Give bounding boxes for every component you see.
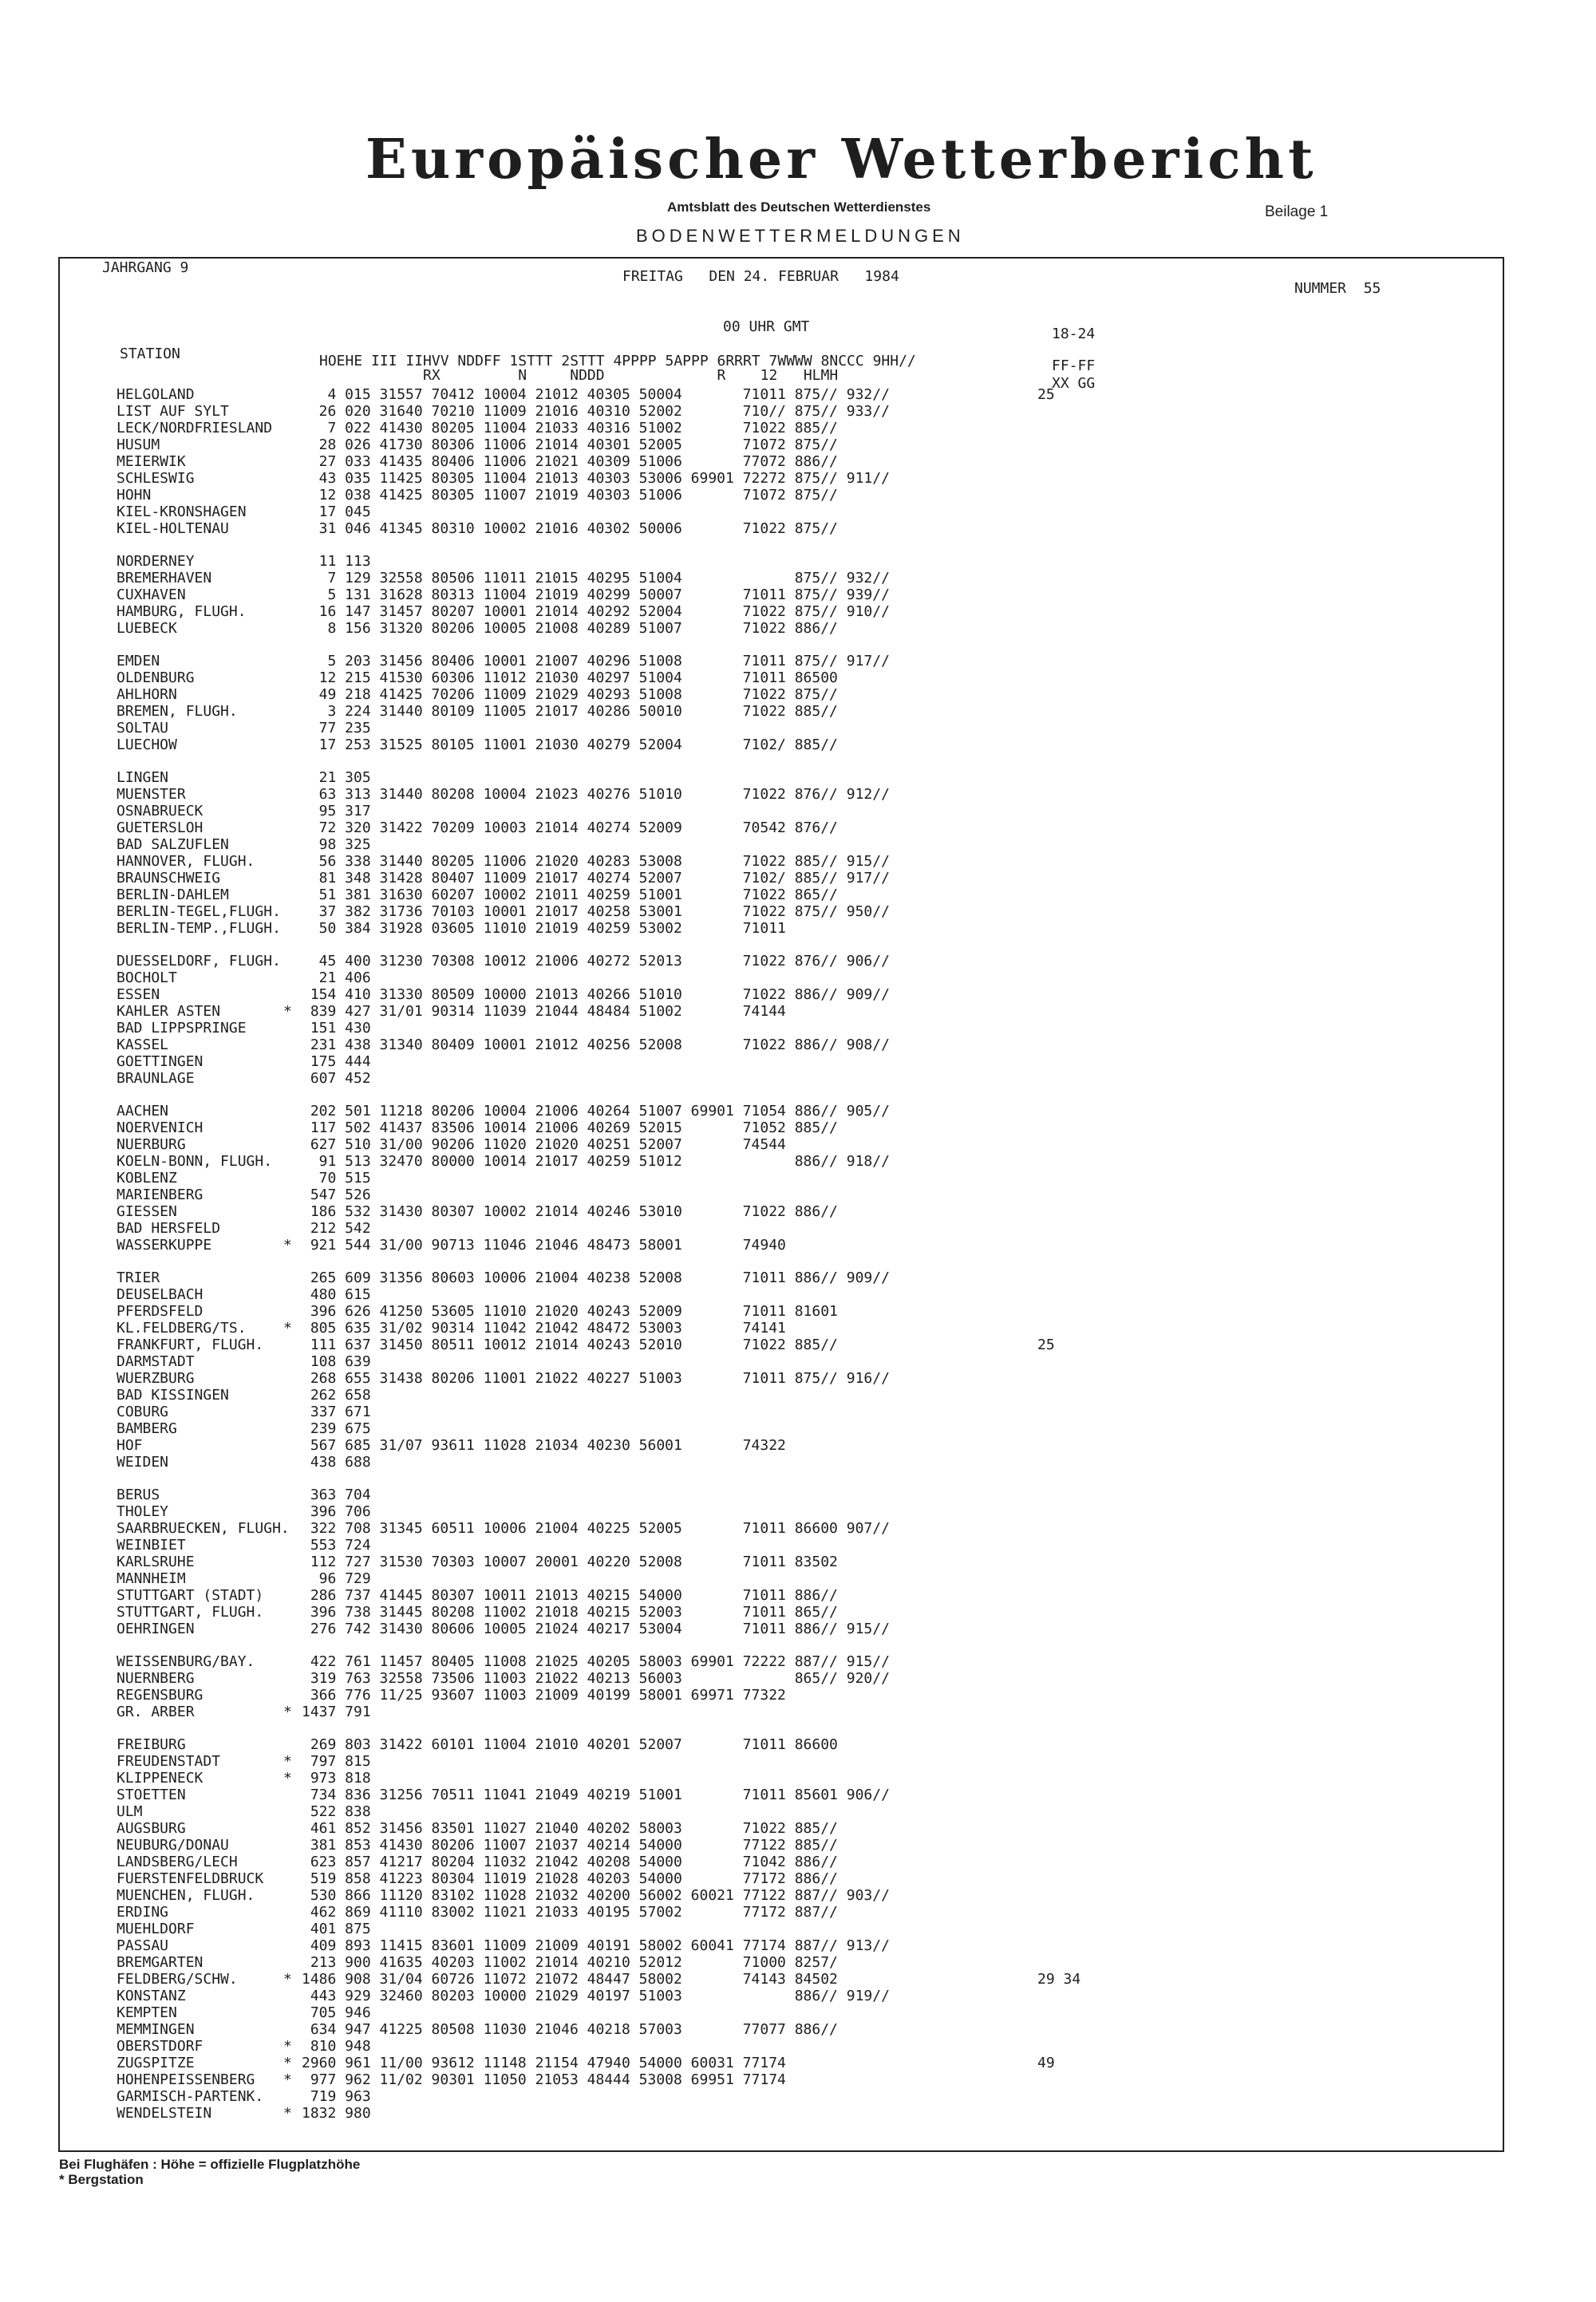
station-data: 175 444 bbox=[302, 1053, 371, 1070]
station-data: 480 615 bbox=[302, 1286, 371, 1303]
station-data: 26 020 31640 70210 11009 21016 40310 52002 710// 875// 933// bbox=[302, 403, 890, 420]
station-name: STUTTGART, FLUGH. bbox=[117, 1604, 264, 1621]
station-name: WENDELSTEIN bbox=[117, 2105, 212, 2122]
station-name: ERDING bbox=[117, 1904, 169, 1921]
max-wind-value: 25 bbox=[1037, 386, 1055, 403]
station-name: WEIDEN bbox=[117, 1454, 169, 1471]
station-data: 977 962 11/02 90301 11050 21053 48444 53008 69951 77174 bbox=[302, 2071, 786, 2088]
station-data: 607 452 bbox=[302, 1070, 371, 1087]
station-data: 4 015 31557 70412 10004 21012 40305 50004 71011 875// 932// bbox=[302, 386, 890, 403]
station-name: BRAUNSCHWEIG bbox=[117, 870, 221, 886]
station-name: AUGSBURG bbox=[117, 1820, 186, 1837]
station-name: BAD KISSINGEN bbox=[117, 1387, 229, 1404]
station-name: GR. ARBER bbox=[117, 1704, 195, 1720]
station-data: 12 215 41530 60306 11012 21030 40297 51004 71011 86500 bbox=[302, 669, 838, 686]
station-data: 705 946 bbox=[302, 2004, 371, 2021]
station-data: 262 658 bbox=[302, 1387, 371, 1404]
station-data: 213 900 41635 40203 11002 21014 40210 52012 71000 8257/ bbox=[302, 1954, 838, 1971]
station-data: 63 313 31440 80208 10004 21023 40276 51010 71022 876// 912// bbox=[302, 786, 890, 803]
station-name: ZUGSPITZE bbox=[117, 2055, 195, 2071]
report-date: FREITAG DEN 24. FEBRUAR 1984 bbox=[622, 268, 899, 285]
station-data: 1832 980 bbox=[302, 2105, 371, 2122]
station-data: 239 675 bbox=[302, 1420, 371, 1437]
station-data: 108 639 bbox=[302, 1353, 371, 1370]
station-name: MEIERWIK bbox=[117, 453, 186, 470]
station-data: 409 893 11415 83601 11009 21009 40191 58002 60041 77174 887// 913// bbox=[302, 1937, 890, 1954]
station-name: BREMGARTEN bbox=[117, 1954, 203, 1971]
station-name: WASSERKUPPE bbox=[117, 1237, 212, 1254]
station-name: NEUBURG/DONAU bbox=[117, 1837, 229, 1854]
station-data: 5 203 31456 80406 10001 21007 40296 51008 71011 875// 917// bbox=[302, 653, 890, 669]
station-data: 95 317 bbox=[302, 803, 371, 819]
station-data: 12 038 41425 80305 11007 21019 40303 51006 71072 875// bbox=[302, 487, 838, 503]
station-name: BAD HERSFELD bbox=[117, 1220, 221, 1237]
station-name: SCHLESWIG bbox=[117, 470, 195, 487]
max-wind-value: 49 bbox=[1037, 2055, 1055, 2071]
station-data: 37 382 31736 70103 10001 21017 40258 53001 71022 875// 950// bbox=[302, 903, 890, 920]
station-name: HOF bbox=[117, 1437, 143, 1454]
station-name: NORDERNEY bbox=[117, 553, 195, 570]
jahrgang: JAHRGANG 9 bbox=[102, 259, 189, 276]
station-name: MEMMINGEN bbox=[117, 2021, 195, 2038]
station-data: 81 348 31428 80407 11009 21017 40274 52007 7102/ 885// 917// bbox=[302, 870, 890, 886]
station-name: BOCHOLT bbox=[117, 969, 177, 986]
station-name: COBURG bbox=[117, 1404, 169, 1420]
station-data: 422 761 11457 80405 11008 21025 40205 58003 69901 72222 887// 915// bbox=[302, 1653, 890, 1670]
station-name: KASSEL bbox=[117, 1036, 169, 1053]
station-name: HANNOVER, FLUGH. bbox=[117, 853, 255, 870]
station-data: 8 156 31320 80206 10005 21008 40289 51007 71022 886// bbox=[302, 620, 838, 637]
station-name: KOELN-BONN, FLUGH. bbox=[117, 1153, 273, 1170]
mountain-station-marker: * bbox=[283, 1237, 292, 1254]
station-name: BREMEN, FLUGH. bbox=[117, 703, 238, 720]
main-title: Europäischer Wetterbericht bbox=[365, 128, 1317, 192]
station-data: 634 947 41225 80508 11030 21046 40218 57003 77077 886// bbox=[302, 2021, 838, 2038]
station-data: 98 325 bbox=[302, 836, 371, 853]
station-name: MARIENBERG bbox=[117, 1187, 203, 1203]
station-name: BERLIN-TEMP.,FLUGH. bbox=[117, 920, 281, 937]
station-data: 117 502 41437 83506 10014 21006 40269 52015 71052 885// bbox=[302, 1119, 838, 1136]
station-name: SAARBRUECKEN, FLUGH. bbox=[117, 1520, 290, 1537]
station-name: STOETTEN bbox=[117, 1787, 186, 1803]
station-data: 366 776 11/25 93607 11003 21009 40199 58001 69971 77322 bbox=[302, 1687, 786, 1704]
station-data: 319 763 32558 73506 11003 21022 40213 56003 865// 920// bbox=[302, 1670, 890, 1687]
station-name: MANNHEIM bbox=[117, 1570, 186, 1587]
station-data: 269 803 31422 60101 11004 21010 40201 52007 71011 86600 bbox=[302, 1736, 838, 1753]
station-header: STATION bbox=[120, 345, 180, 362]
station-data: 202 501 11218 80206 10004 21006 40264 51007 69901 71054 886// 905// bbox=[302, 1103, 890, 1119]
station-name: REGENSBURG bbox=[117, 1687, 203, 1704]
station-name: MUEHLDORF bbox=[117, 1921, 195, 1937]
station-name: KAHLER ASTEN bbox=[117, 1003, 221, 1020]
station-name: KIEL-HOLTENAU bbox=[117, 520, 229, 537]
station-name: OSNABRUECK bbox=[117, 803, 203, 819]
station-name: KOBLENZ bbox=[117, 1170, 177, 1187]
station-data: 276 742 31430 80606 10005 21024 40217 53004 71011 886// 915// bbox=[302, 1621, 890, 1637]
station-data: 11 113 bbox=[302, 553, 371, 570]
mountain-station-marker: * bbox=[283, 1704, 292, 1720]
station-data: 547 526 bbox=[302, 1187, 371, 1203]
station-name: ESSEN bbox=[117, 986, 160, 1003]
station-data: 31 046 41345 80310 10002 21016 40302 50006 71022 875// bbox=[302, 520, 838, 537]
station-name: LECK/NORDFRIESLAND bbox=[117, 420, 273, 436]
station-name: LINGEN bbox=[117, 769, 169, 786]
station-name: BAMBERG bbox=[117, 1420, 177, 1437]
station-data: 96 729 bbox=[302, 1570, 371, 1587]
station-name: KL.FELDBERG/TS. bbox=[117, 1320, 247, 1337]
right-header-3: XX GG bbox=[1052, 375, 1096, 392]
station-data: 3 224 31440 80109 11005 21017 40286 50010 71022 885// bbox=[302, 703, 838, 720]
max-wind-value: 29 34 bbox=[1037, 1971, 1081, 1988]
station-data: 396 706 bbox=[302, 1503, 371, 1520]
station-name: GARMISCH-PARTENK. bbox=[117, 2088, 264, 2105]
station-name: MUENSTER bbox=[117, 786, 186, 803]
station-name: CUXHAVEN bbox=[117, 586, 186, 603]
code-header-2: RX N NDDD R 12 HLMH bbox=[423, 367, 839, 384]
station-data: 810 948 bbox=[302, 2038, 371, 2055]
station-data: 111 637 31450 80511 10012 21014 40243 52010 71022 885// bbox=[302, 1337, 838, 1353]
station-name: FUERSTENFELDBRUCK bbox=[117, 1870, 264, 1887]
mountain-station-marker: * bbox=[283, 1770, 292, 1787]
station-name: AHLHORN bbox=[117, 686, 177, 703]
station-name: PASSAU bbox=[117, 1937, 169, 1954]
station-data: 443 929 32460 80203 10000 21029 40197 51003 886// 919// bbox=[302, 1988, 890, 2004]
station-data: 401 875 bbox=[302, 1921, 371, 1937]
station-data: 70 515 bbox=[302, 1170, 371, 1187]
station-data: 461 852 31456 83501 11027 21040 40202 58003 71022 885// bbox=[302, 1820, 838, 1837]
station-data: 77 235 bbox=[302, 720, 371, 736]
station-data: 322 708 31345 60511 10006 21004 40225 52005 71011 86600 907// bbox=[302, 1520, 890, 1537]
station-name: OBERSTDORF bbox=[117, 2038, 203, 2055]
station-name: WUERZBURG bbox=[117, 1370, 195, 1387]
station-name: HAMBURG, FLUGH. bbox=[117, 603, 247, 620]
station-name: HELGOLAND bbox=[117, 386, 195, 403]
station-name: WEISSENBURG/BAY. bbox=[117, 1653, 255, 1670]
station-data: 186 532 31430 80307 10002 21014 40246 53010 71022 886// bbox=[302, 1203, 838, 1220]
station-data: 805 635 31/02 90314 11042 21042 48472 53003 74141 bbox=[302, 1320, 786, 1337]
code-header-1: HOEHE III IIHVV NDDFF 1STTT 2STTT 4PPPP 5APPP 6RRRT 7WWWW 8NCCC 9HH// bbox=[319, 353, 916, 369]
station-name: STUTTGART (STADT) bbox=[117, 1587, 264, 1604]
station-data: 21 406 bbox=[302, 969, 371, 986]
station-data: 43 035 11425 80305 11004 21013 40303 53006 69901 72272 875// 911// bbox=[302, 470, 890, 487]
station-name: ULM bbox=[117, 1803, 143, 1820]
station-name: HUSUM bbox=[117, 436, 160, 453]
station-name: KARLSRUHE bbox=[117, 1554, 195, 1570]
beilage-label: Beilage 1 bbox=[1265, 203, 1329, 220]
station-data: 627 510 31/00 90206 11020 21020 40251 52007 74544 bbox=[302, 1136, 786, 1153]
subtitle: Amtsblatt des Deutschen Wetterdienstes bbox=[667, 199, 931, 215]
station-name: LUECHOW bbox=[117, 736, 177, 753]
station-name: BRAUNLAGE bbox=[117, 1070, 195, 1087]
station-data: 51 381 31630 60207 10002 21011 40259 51001 71022 865// bbox=[302, 886, 838, 903]
station-name: BAD SALZUFLEN bbox=[117, 836, 229, 853]
station-data: 112 727 31530 70303 10007 20001 40220 52008 71011 83502 bbox=[302, 1554, 838, 1570]
station-name: BAD LIPPSPRINGE bbox=[117, 1020, 247, 1036]
station-name: BREMERHAVEN bbox=[117, 570, 212, 586]
station-name: BERUS bbox=[117, 1487, 160, 1503]
station-name: FRANKFURT, FLUGH. bbox=[117, 1337, 264, 1353]
station-data: 553 724 bbox=[302, 1537, 371, 1554]
station-data: 519 858 41223 80304 11019 21028 40203 54000 77172 886// bbox=[302, 1870, 838, 1887]
station-name: NUERNBERG bbox=[117, 1670, 195, 1687]
station-data: 734 836 31256 70511 11041 21049 40219 51001 71011 85601 906// bbox=[302, 1787, 890, 1803]
station-data: 231 438 31340 80409 10001 21012 40256 52008 71022 886// 908// bbox=[302, 1036, 890, 1053]
station-data: 265 609 31356 80603 10006 21004 40238 52008 71011 886// 909// bbox=[302, 1269, 890, 1286]
station-data: 1486 908 31/04 60726 11072 21072 48447 58002 74143 84502 bbox=[302, 1971, 838, 1988]
mountain-station-marker: * bbox=[283, 1753, 292, 1770]
station-data: 154 410 31330 80509 10000 21013 40266 51010 71022 886// 909// bbox=[302, 986, 890, 1003]
station-data: 21 305 bbox=[302, 769, 371, 786]
station-name: LUEBECK bbox=[117, 620, 177, 637]
station-name: LIST AUF SYLT bbox=[117, 403, 229, 420]
station-name: PFERDSFELD bbox=[117, 1303, 203, 1320]
station-name: AACHEN bbox=[117, 1103, 169, 1119]
station-data: 438 688 bbox=[302, 1454, 371, 1471]
station-name: HOHENPEISSENBERG bbox=[117, 2071, 255, 2088]
station-name: DEUSELBACH bbox=[117, 1286, 203, 1303]
station-name: FELDBERG/SCHW. bbox=[117, 1971, 238, 1988]
station-data: 973 818 bbox=[302, 1770, 371, 1787]
station-data: 381 853 41430 80206 11007 21037 40214 54000 77122 885// bbox=[302, 1837, 838, 1854]
station-name: KONSTANZ bbox=[117, 1988, 186, 2004]
station-data: 7 129 32558 80506 11011 21015 40295 51004 875// 932// bbox=[302, 570, 890, 586]
station-data: 839 427 31/01 90314 11039 21044 48484 51002 74144 bbox=[302, 1003, 786, 1020]
station-data: 396 626 41250 53605 11010 21020 40243 52009 71011 81601 bbox=[302, 1303, 838, 1320]
station-name: NUERBURG bbox=[117, 1136, 186, 1153]
right-header-2: FF-FF bbox=[1052, 357, 1096, 374]
mountain-station-marker: * bbox=[283, 2105, 292, 2122]
station-data: 151 430 bbox=[302, 1020, 371, 1036]
station-data: 5 131 31628 80313 11004 21019 40299 50007 71011 875// 939// bbox=[302, 586, 890, 603]
station-name: OLDENBURG bbox=[117, 669, 195, 686]
station-name: BERLIN-DAHLEM bbox=[117, 886, 229, 903]
station-data: 212 542 bbox=[302, 1220, 371, 1237]
station-name: FREUDENSTADT bbox=[117, 1753, 221, 1770]
section-title: BODENWETTERMELDUNGEN bbox=[636, 226, 965, 246]
station-data: 17 045 bbox=[302, 503, 371, 520]
station-data: 72 320 31422 70209 10003 21014 40274 52009 70542 876// bbox=[302, 819, 838, 836]
station-data: 567 685 31/07 93611 11028 21034 40230 56001 74322 bbox=[302, 1437, 786, 1454]
station-data: 286 737 41445 80307 10011 21013 40215 54000 71011 886// bbox=[302, 1587, 838, 1604]
station-name: EMDEN bbox=[117, 653, 160, 669]
station-data: 50 384 31928 03605 11010 21019 40259 53002 71011 bbox=[302, 920, 786, 937]
station-name: TRIER bbox=[117, 1269, 160, 1286]
station-name: KLIPPENECK bbox=[117, 1770, 203, 1787]
station-data: 27 033 41435 80406 11006 21021 40309 51006 77072 886// bbox=[302, 453, 838, 470]
station-data: 530 866 11120 83102 11028 21032 40200 56002 60021 77122 887// 903// bbox=[302, 1887, 890, 1904]
station-data: 363 704 bbox=[302, 1487, 371, 1503]
station-name: GOETTINGEN bbox=[117, 1053, 203, 1070]
station-name: LANDSBERG/LECH bbox=[117, 1854, 238, 1870]
station-data: 797 815 bbox=[302, 1753, 371, 1770]
station-data: 16 147 31457 80207 10001 21014 40292 52004 71022 875// 910// bbox=[302, 603, 890, 620]
station-data: 45 400 31230 70308 10012 21006 40272 52013 71022 876// 906// bbox=[302, 953, 890, 969]
station-name: GUETERSLOH bbox=[117, 819, 203, 836]
mountain-station-marker: * bbox=[283, 2071, 292, 2088]
footnote-mountain: * Bergstation bbox=[59, 2172, 144, 2187]
station-name: KIEL-KRONSHAGEN bbox=[117, 503, 247, 520]
station-name: MUENCHEN, FLUGH. bbox=[117, 1887, 255, 1904]
station-data: 49 218 41425 70206 11009 21029 40293 51008 71022 875// bbox=[302, 686, 838, 703]
right-header-1: 18-24 bbox=[1052, 326, 1096, 342]
station-data: 396 738 31445 80208 11002 21018 40215 52003 71011 865// bbox=[302, 1604, 838, 1621]
issue-number: NUMMER 55 bbox=[1294, 280, 1381, 297]
footnote-airports: Bei Flughäfen : Höhe = offizielle Flugplatzhöhe bbox=[59, 2157, 361, 2172]
station-name: SOLTAU bbox=[117, 720, 169, 736]
station-data: 268 655 31438 80206 11001 21022 40227 51003 71011 875// 916// bbox=[302, 1370, 890, 1387]
mountain-station-marker: * bbox=[283, 1320, 292, 1337]
station-name: HOHN bbox=[117, 487, 152, 503]
station-data: 28 026 41730 80306 11006 21014 40301 52005 71072 875// bbox=[302, 436, 838, 453]
mountain-station-marker: * bbox=[283, 2038, 292, 2055]
station-data: 56 338 31440 80205 11006 21020 40283 53008 71022 885// 915// bbox=[302, 853, 890, 870]
observation-time: 00 UHR GMT bbox=[723, 318, 810, 335]
station-name: DARMSTADT bbox=[117, 1353, 195, 1370]
station-name: NOERVENICH bbox=[117, 1119, 203, 1136]
station-data: 7 022 41430 80205 11004 21033 40316 51002 71022 885// bbox=[302, 420, 838, 436]
station-name: OEHRINGEN bbox=[117, 1621, 195, 1637]
station-data: 17 253 31525 80105 11001 21030 40279 52004 7102/ 885// bbox=[302, 736, 838, 753]
mountain-station-marker: * bbox=[283, 1971, 292, 1988]
station-data: 337 671 bbox=[302, 1404, 371, 1420]
station-data: 719 963 bbox=[302, 2088, 371, 2105]
mountain-station-marker: * bbox=[283, 1003, 292, 1020]
station-name: WEINBIET bbox=[117, 1537, 186, 1554]
station-name: FREIBURG bbox=[117, 1736, 186, 1753]
station-name: DUESSELDORF, FLUGH. bbox=[117, 953, 281, 969]
station-name: GIESSEN bbox=[117, 1203, 177, 1220]
station-data: 522 838 bbox=[302, 1803, 371, 1820]
station-name: THOLEY bbox=[117, 1503, 169, 1520]
station-name: BERLIN-TEGEL,FLUGH. bbox=[117, 903, 281, 920]
station-data: 91 513 32470 80000 10014 21017 40259 51012 886// 918// bbox=[302, 1153, 890, 1170]
station-data: 921 544 31/00 90713 11046 21046 48473 58001 74940 bbox=[302, 1237, 786, 1254]
station-data: 2960 961 11/00 93612 11148 21154 47940 54000 60031 77174 bbox=[302, 2055, 786, 2071]
max-wind-value: 25 bbox=[1037, 1337, 1055, 1353]
station-data: 1437 791 bbox=[302, 1704, 371, 1720]
station-name: KEMPTEN bbox=[117, 2004, 177, 2021]
station-data: 462 869 41110 83002 11021 21033 40195 57002 77172 887// bbox=[302, 1904, 838, 1921]
station-data: 623 857 41217 80204 11032 21042 40208 54000 71042 886// bbox=[302, 1854, 838, 1870]
mountain-station-marker: * bbox=[283, 2055, 292, 2071]
